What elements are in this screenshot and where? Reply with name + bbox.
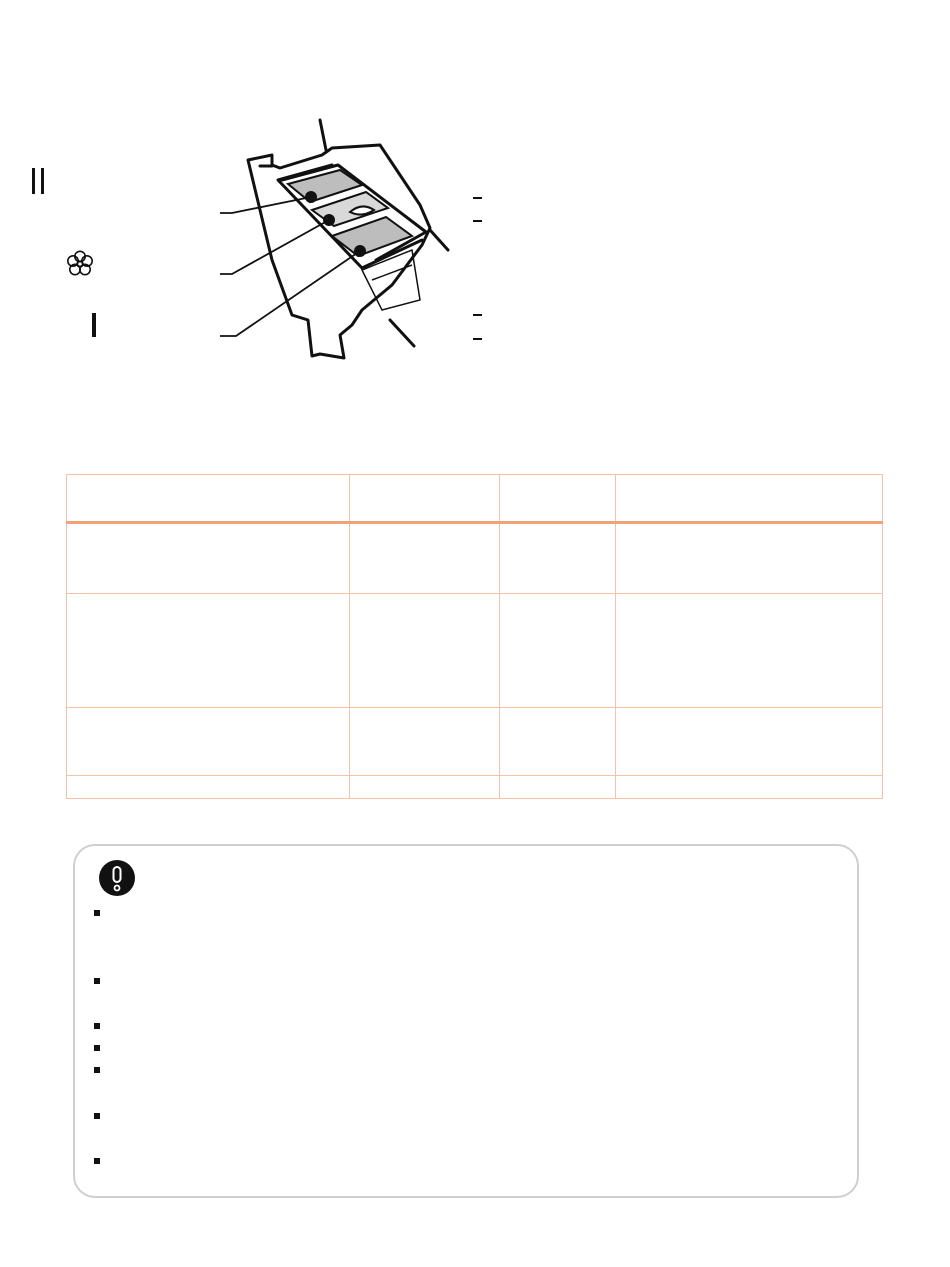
- table-header-cell: [616, 475, 883, 523]
- table-cell: [67, 708, 350, 776]
- table-header-row: [67, 475, 883, 523]
- caution-box: [73, 844, 859, 1198]
- table-header-cell: [67, 475, 350, 523]
- bullet-marker: [94, 1023, 100, 1029]
- label-dash: [473, 314, 482, 316]
- table-row: [67, 776, 883, 799]
- table-cell: [616, 776, 883, 799]
- table-cell: [67, 594, 350, 708]
- table-row: [67, 594, 883, 708]
- bullet-marker: [94, 1045, 100, 1051]
- bullet-marker: [94, 978, 100, 984]
- bullet-marker: [94, 1067, 100, 1073]
- label-dash: [473, 197, 482, 199]
- table-cell: [350, 523, 500, 594]
- table-cell: [67, 523, 350, 594]
- table-cell: [350, 776, 500, 799]
- table-cell: [500, 776, 616, 799]
- table-cell: [500, 594, 616, 708]
- label-dash: [473, 338, 482, 340]
- exclamation-icon: [98, 859, 136, 897]
- table-cell: [500, 708, 616, 776]
- table-cell: [350, 708, 500, 776]
- table-cell: [500, 523, 616, 594]
- bullet-marker: [94, 1158, 100, 1164]
- detergent-table: [66, 474, 883, 799]
- bullet-marker: [94, 910, 100, 916]
- table-cell: [67, 776, 350, 799]
- bullet-marker: [94, 1113, 100, 1119]
- table-header-cell: [350, 475, 500, 523]
- prewash-icon: [92, 313, 96, 337]
- table-row: [67, 708, 883, 776]
- table-header-cell: [500, 475, 616, 523]
- table-cell: [350, 594, 500, 708]
- table-cell: [616, 594, 883, 708]
- label-dash: [473, 220, 482, 222]
- table-cell: [616, 523, 883, 594]
- table-cell: [616, 708, 883, 776]
- flower-icon: [64, 248, 96, 280]
- main-wash-icon: [30, 168, 50, 196]
- detergent-drawer-illustration: [212, 110, 482, 372]
- table-row: [67, 523, 883, 594]
